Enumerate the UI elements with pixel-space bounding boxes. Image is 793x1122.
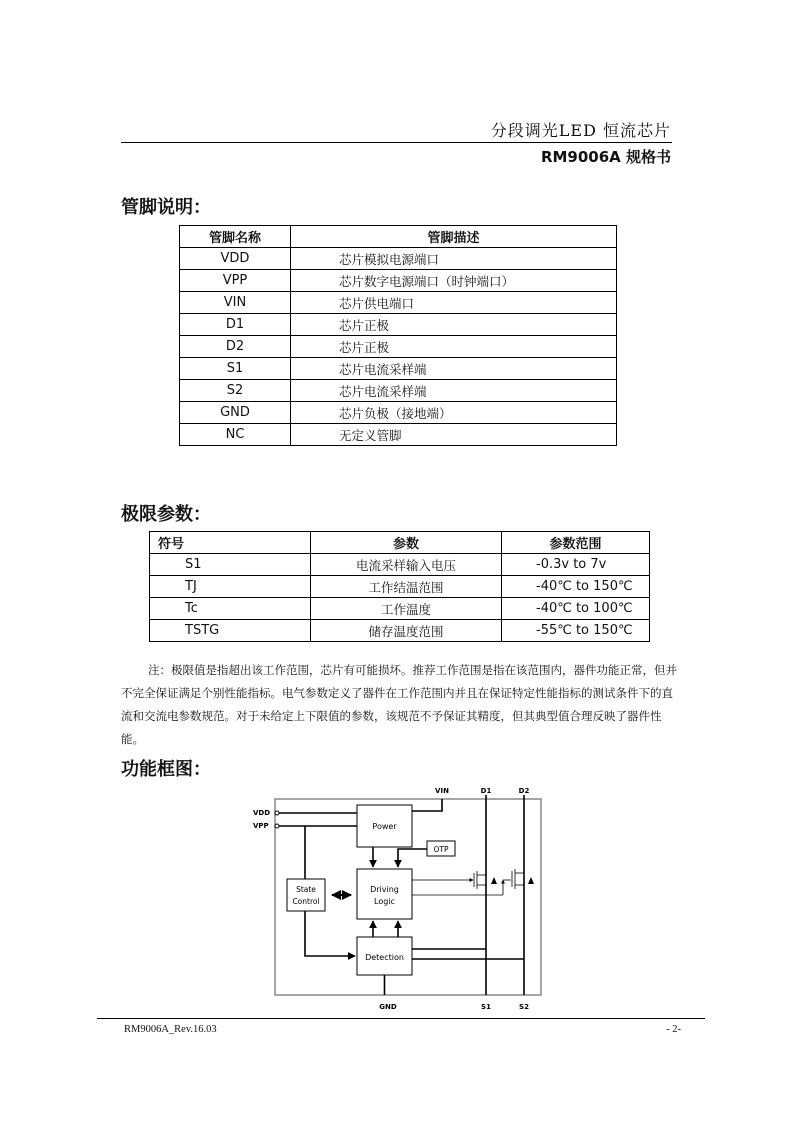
limit-range-cell: -0.3v to 7v [502, 554, 650, 576]
header-divider [121, 142, 672, 143]
otp-label: OTP [433, 845, 449, 854]
limit-symbol-cell: Tc [150, 598, 311, 620]
limit-symbol-cell: TJ [150, 576, 311, 598]
table-row [150, 576, 650, 598]
s1-label: S1 [481, 1003, 491, 1011]
d2-label: D2 [518, 787, 530, 795]
state-label-1: State [296, 885, 316, 894]
limit-param-cell: 工作温度 [311, 598, 502, 620]
limit-range-cell: -55℃ to 150℃ [502, 620, 650, 642]
driving-label-1: Driving [370, 885, 399, 894]
table-row [180, 402, 617, 424]
state-control-block [287, 879, 325, 911]
pin-col-desc: 管脚描述 [291, 226, 617, 248]
limit-range-cell: -40℃ to 150℃ [502, 576, 650, 598]
pin-desc-cell: 芯片负极（接地端） [291, 402, 617, 424]
limit-param-cell: 储存温度范围 [311, 620, 502, 642]
pin-name-cell: VPP [180, 270, 291, 292]
pin-name-cell: D2 [180, 336, 291, 358]
table-row [150, 620, 650, 642]
pin-desc-cell: 无定义管脚 [291, 424, 617, 446]
header-title: 分段调光LED 恒流芯片 [490, 121, 671, 140]
limit-section-title: 极限参数： [121, 504, 211, 525]
pin-name-cell: GND [180, 402, 291, 424]
d1-label: D1 [480, 787, 492, 795]
table-row [180, 336, 617, 358]
vdd-label: VDD [253, 809, 271, 817]
pin-name-cell: VDD [180, 248, 291, 270]
pin-desc-cell: 芯片电流采样端 [291, 358, 617, 380]
state-label-2: Control [292, 897, 320, 906]
transistor-1 [474, 871, 486, 889]
pin-table-header [180, 226, 617, 248]
table-row [180, 270, 617, 292]
pin-section-title: 管脚说明： [121, 197, 211, 218]
table-row [180, 314, 617, 336]
limit-table-header [150, 532, 650, 554]
power-label: Power [372, 822, 397, 831]
pin-name-cell: D1 [180, 314, 291, 336]
pin-desc-cell: 芯片供电端口 [291, 292, 617, 314]
block-section-title: 功能框图： [121, 759, 211, 780]
limit-param-cell: 电流采样输入电压 [311, 554, 502, 576]
s2-label: S2 [519, 1003, 529, 1011]
pin-desc-cell: 芯片模拟电源端口 [291, 248, 617, 270]
detection-label: Detection [365, 953, 404, 962]
header-subtitle: RM9006A 规格书 [540, 148, 671, 166]
pin-desc-cell: 芯片电流采样端 [291, 380, 617, 402]
table-row [150, 598, 650, 620]
pin-name-cell: NC [180, 424, 291, 446]
limit-param-cell: 工作结温范围 [311, 576, 502, 598]
pin-name-cell: S2 [180, 380, 291, 402]
vin-label: VIN [435, 787, 449, 795]
limit-table [149, 531, 650, 642]
pin-table [179, 225, 617, 446]
table-row [180, 358, 617, 380]
transistor-2 [512, 869, 524, 889]
footer-divider [97, 1018, 705, 1019]
pin-desc-cell: 芯片正极 [291, 314, 617, 336]
table-row [150, 554, 650, 576]
footer-page-number: - 2- [666, 1024, 681, 1035]
pin-name-cell: S1 [180, 358, 291, 380]
limit-range-cell: -40℃ to 100℃ [502, 598, 650, 620]
limit-symbol-cell: TSTG [150, 620, 311, 642]
driving-label-2: Logic [374, 897, 395, 906]
pin-col-name: 管脚名称 [180, 226, 291, 248]
limit-col-param: 参数 [311, 532, 502, 554]
gnd-label: GND [379, 1003, 397, 1011]
driving-logic-block [357, 869, 412, 919]
table-row [180, 424, 617, 446]
pin-name-cell: VIN [180, 292, 291, 314]
limit-col-range: 参数范围 [502, 532, 650, 554]
table-row [180, 248, 617, 270]
footer-revision: RM9006A_Rev.16.03 [124, 1024, 217, 1035]
limit-col-symbol: 符号 [150, 532, 311, 554]
pin-desc-cell: 芯片数字电源端口（时钟端口） [291, 270, 617, 292]
table-row [180, 380, 617, 402]
note-paragraph: 注：极限值是指超出该工作范围，芯片有可能损坏。推荐工作范围是指在该范围内，器件功能正常，但并不完全保证满足个别性能指标。电气参数定义了器件在工作范围内并且在保证特定性能指标的测试条件下的直流和交流电参数规范。对于未给定上下限值的参数，该规范不予保证其精度，但其典型值合理反映了器件性能。 [121, 663, 677, 746]
table-row [180, 292, 617, 314]
block-diagram [245, 783, 555, 1013]
pin-desc-cell: 芯片正极 [291, 336, 617, 358]
limit-symbol-cell: S1 [150, 554, 311, 576]
vpp-label: VPP [253, 822, 269, 830]
